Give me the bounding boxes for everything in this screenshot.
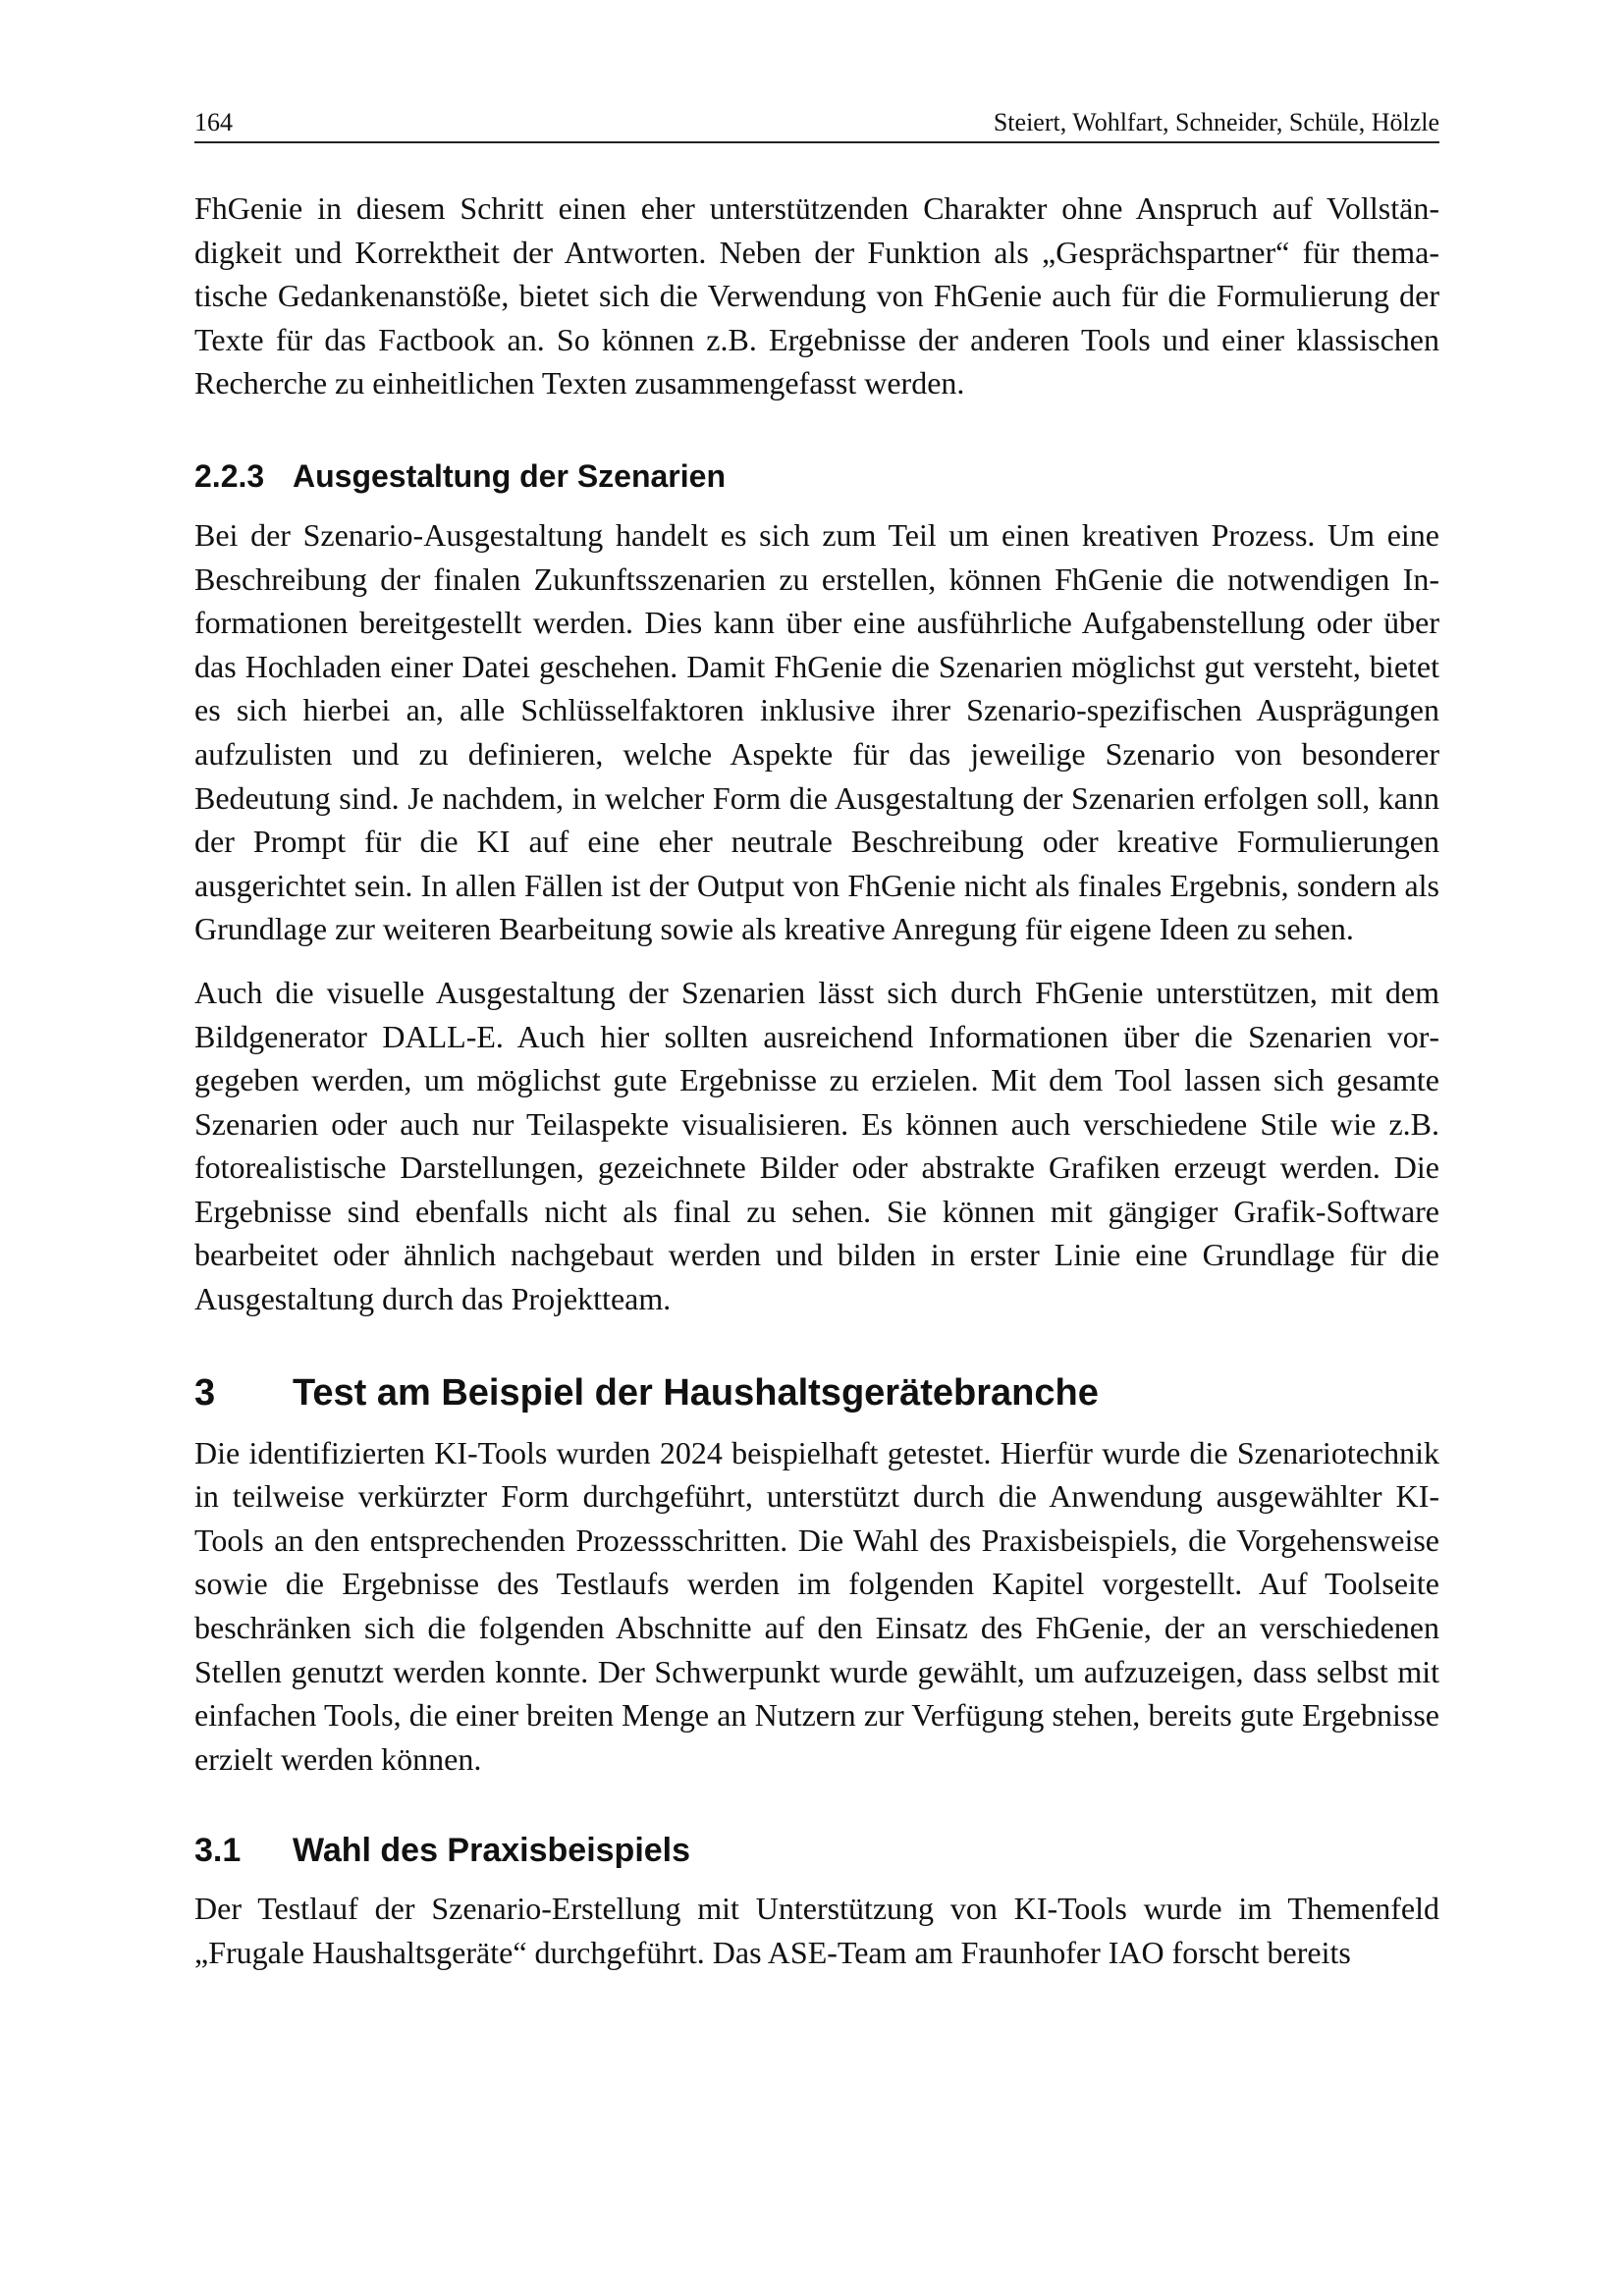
section-heading-3: [194, 1370, 1439, 1415]
section-title: Test am Beispiel der Haushaltsgerätebranche: [293, 1371, 1099, 1414]
section-number: 2.2.3: [194, 457, 265, 494]
paragraph-2-2-3-b: Auch die visuelle Ausgestaltung der Szenarien lässt sich durch FhGenie unterstützen, mit dem Bildgenerator DALL-E. Auch hier sollten ausreichend Informationen über die Szenarien vorgegeben werden, um möglichst gute Ergebnisse zu erzielen. Mit dem Tool lassen sich gesamte Szenarien oder auch nur Teilaspekte visualisieren. Es können auch verschiedene Stile wie z.B. fotorealistische Darstellungen, gezeichnete Bilder oder abstrakte Grafiken erzeugt werden. Die Ergebnisse sind ebenfalls nicht als final zu sehen. Sie können mit gängiger Grafik-Software bearbeitet oder ähnlich nachgebaut werden und bilden in erster Linie eine Grundlage für die Ausgestaltung durch das Projektteam.: [194, 974, 1439, 1317]
section-number: 3: [194, 1371, 216, 1414]
section-number: 3.1: [194, 1832, 242, 1870]
page-number: 164: [194, 108, 233, 136]
intro-paragraph: FhGenie in diesem Schritt einen eher unterstützenden Charakter ohne Anspruch auf Vollständigkeit und Korrektheit der Antworten. Neben der Funktion als „Gesprächspartner“ für thematische Gedankenanstöße, bietet sich die Verwendung von FhGenie auch für die Formulierung der Texte für das Factbook an. So können z.B. Ergebnisse der anderen Tools und einer klassischen Recherche zu einheitlichen Texten zusammengefasst werden.: [194, 190, 1439, 401]
section-heading-2-2-3: [194, 456, 1439, 496]
section-title: Wahl des Praxisbeispiels: [293, 1832, 691, 1870]
paragraph-2-2-3-a: Bei der Szenario-Ausgestaltung handelt es sich zum Teil um einen kreativen Prozess. Um eine Beschreibung der finalen Zukunftsszenarien zu erstellen, können FhGenie die notwendigen Informationen bereitgestellt werden. Dies kann über eine ausführliche Aufgabenstellung oder über das Hochladen einer Datei geschehen. Damit FhGenie die Szenarien möglichst gut versteht, bietet es sich hierbei an, alle Schlüsselfaktoren inklusive ihrer Szenario-spezifischen Ausprägungen aufzulisten und zu definieren, welche Aspekte für das jeweilige Szenario von besonderer Bedeutung sind. Je nachdem, in welcher Form die Ausgestaltung der Szenarien erfolgen soll, kann der Prompt für die KI auf eine eher neutrale Beschreibung oder kreative Formulierungen ausgerichtet sein. In allen Fällen ist der Output von FhGenie nicht als finales Ergebnis, sondern als Grundlage zur weiteren Bearbeitung sowie als kreative Anregung für eigene Ideen zu sehen.: [194, 516, 1439, 947]
section-title: Ausgestaltung der Szenarien: [293, 457, 726, 494]
running-header-authors: Steiert, Wohlfart, Schneider, Schüle, Hölzle: [993, 108, 1439, 136]
section-heading-3-1: [194, 1830, 1439, 1871]
running-header: [194, 108, 1439, 143]
page: [194, 108, 1439, 1975]
paragraph-3-1: Der Testlauf der Szenario-Erstellung mit Unterstützung von KI-Tools wurde im Themenfeld „Frugale Haushaltsgeräte“ durchgeführt. Das ASE-Team am Fraunhofer IAO forscht bereits: [194, 1891, 1439, 1970]
paragraph-3: Die identifizierten KI-Tools wurden 2024 beispielhaft getestet. Hierfür wurde die Szenariotechnik in teilweise verkürzter Form durchgeführt, unterstützt durch die Anwendung ausgewählter KI-Tools an den entsprechenden Prozessschritten. Die Wahl des Praxisbeispiels, die Vorgehensweise sowie die Ergebnisse des Testlaufs werden im folgenden Kapitel vorgestellt. Auf Toolseite beschränken sich die folgenden Abschnitte auf den Einsatz des FhGenie, der an verschiedenen Stellen genutzt werden konnte. Der Schwerpunkt wurde gewählt, um aufzuzeigen, dass selbst mit einfachen Tools, die einer breiten Menge an Nutzern zur Verfügung stehen, bereits gute Ergebnisse erzielt werden können.: [194, 1434, 1439, 1777]
